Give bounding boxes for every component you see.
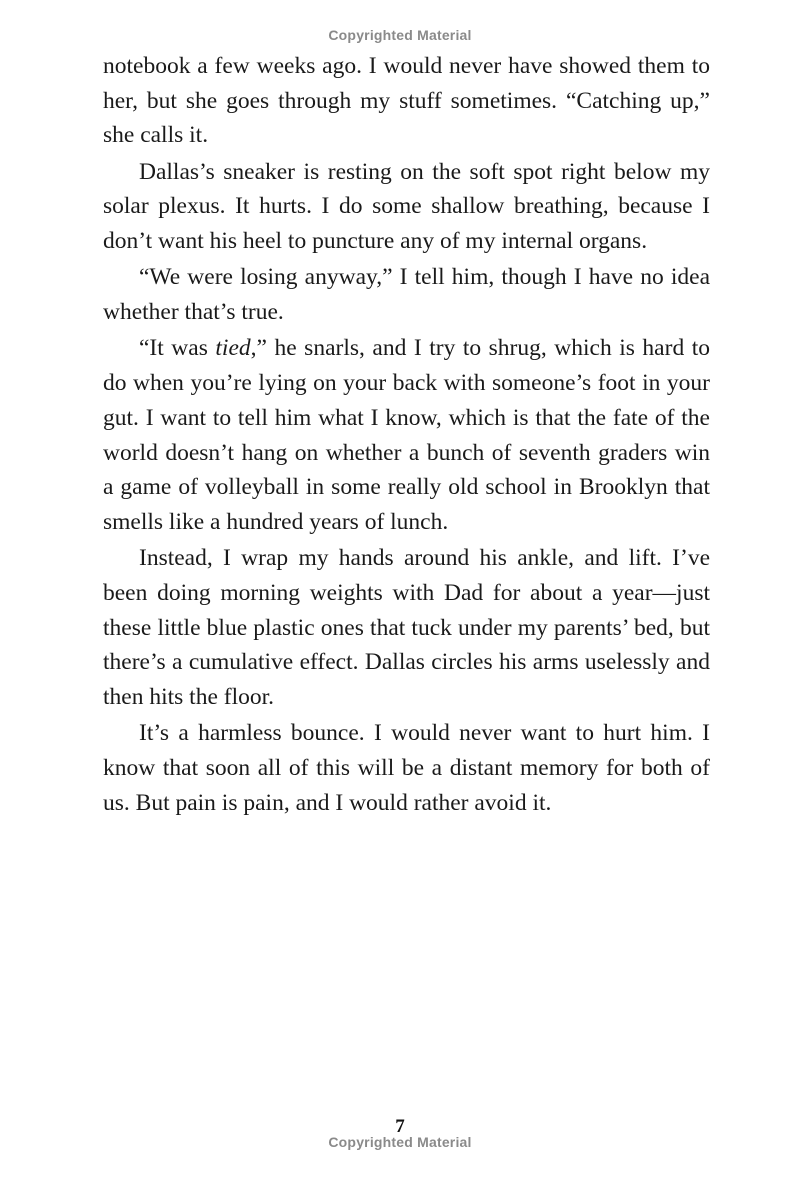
paragraph-6: It’s a harmless bounce. I would never want to hurt him. I know that soon all of this will be a distant memory for both of us. But pain is pain, and I would rather avoid it.	[103, 720, 710, 816]
copyright-watermark-top: Copyrighted Material	[328, 27, 472, 43]
emphasis-tied: tied	[215, 335, 251, 362]
paragraph-4-before: “It was	[139, 335, 216, 362]
paragraph-4	[103, 331, 710, 539]
body-text	[103, 49, 710, 822]
paragraph-3: “We were losing anyway,” I tell him, though I have no idea whether that’s true.	[103, 264, 710, 326]
page-number: 7	[395, 1116, 405, 1137]
paragraph-1: notebook a few weeks ago. I would never have showed them to her, but she goes through my stuff sometimes. “Catching up,” she calls it.	[103, 53, 710, 149]
copyright-watermark-bottom: Copyrighted Material	[328, 1134, 472, 1150]
paragraph-5: Instead, I wrap my hands around his ankle, and lift. I’ve been doing morning weights with Dad for about a year—just these little blue plastic ones that tuck under my parents’ bed, but there’s a cumulative effect. Dallas circles his arms uselessly and then hits the floor.	[103, 545, 710, 711]
paragraph-2: Dallas’s sneaker is resting on the soft spot right below my solar plexus. It hurts. I do some shallow breathing, because I don’t want his heel to puncture any of my internal organs.	[103, 158, 710, 255]
paragraph-4-after: ,” he snarls, and I try to shrug, which is hard to do when you’re lying on your back with someone’s foot in your gut. I want to tell him what I know, which is that the fate of the world doesn’t hang on whether a bunch of seventh graders win a game of volleyball in some really old school in Brooklyn that smells like a hundred years of lunch.	[103, 335, 710, 535]
